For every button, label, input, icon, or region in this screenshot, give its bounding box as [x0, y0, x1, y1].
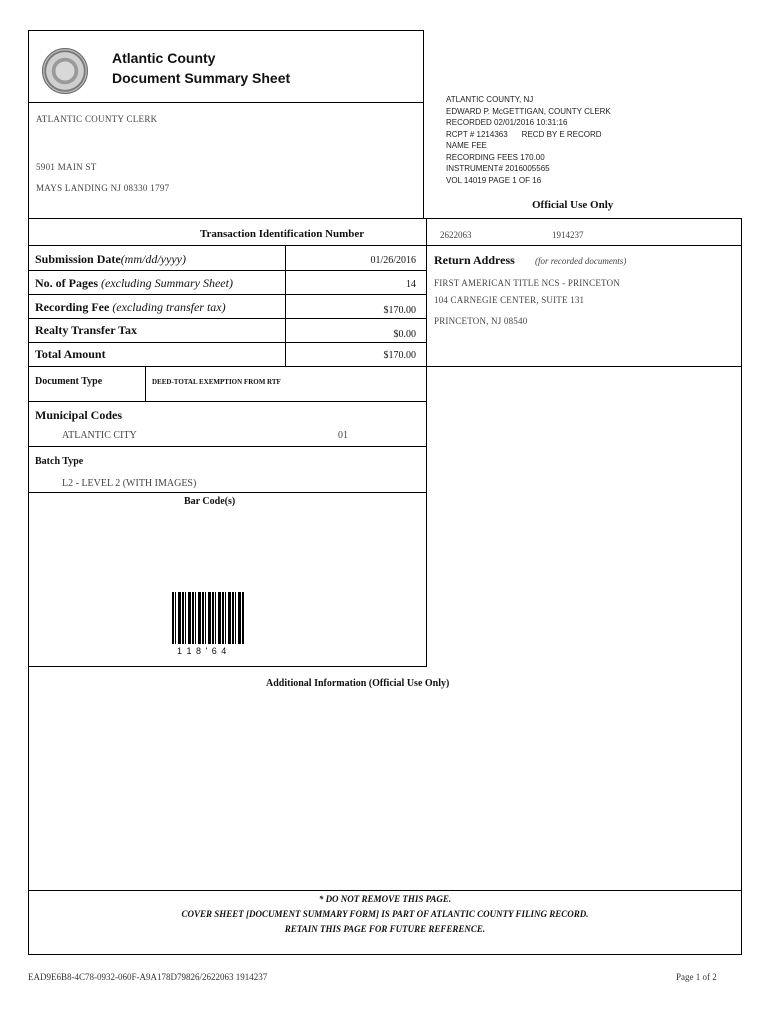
municipal-codes-label: Municipal Codes [35, 408, 123, 422]
stamp-line-7: INSTRUMENT# 2016005565 [446, 164, 550, 173]
recording-fee-value: $170.00 [383, 305, 416, 316]
row-line-1 [28, 270, 426, 271]
header-divider [28, 102, 424, 103]
barcode-image [172, 592, 244, 644]
notice-line-2: COVER SHEET [DOCUMENT SUMMARY FORM] IS PART OF ATLANTIC COUNTY FILING RECORD. [181, 909, 589, 919]
sender-street: 5901 MAIN ST [36, 162, 97, 172]
county-title: Atlantic County [112, 50, 216, 66]
document-type-label: Document Type [35, 376, 103, 387]
frame-right [741, 218, 742, 955]
sheet-title: Document Summary Sheet [112, 70, 291, 86]
recording-stamp [446, 94, 611, 186]
transaction-bottom [28, 245, 742, 246]
barcode-label: Bar Code(s) [184, 496, 236, 507]
frame-bottom [28, 954, 742, 955]
notice-line-3: RETAIN THIS PAGE FOR FUTURE REFERENCE. [284, 924, 486, 934]
frame-top [28, 30, 424, 31]
return-address-line-2: 104 CARNEGIE CENTER, SUITE 131 [434, 295, 585, 305]
batch-bottom [28, 492, 426, 493]
stamp-received-by: RECD BY E RECORD [521, 129, 602, 139]
transaction-label: Transaction Identification Number [200, 228, 365, 240]
municipal-bottom [28, 446, 426, 447]
stamp-line-8: VOL 14019 PAGE 1 OF 16 [446, 175, 542, 185]
stamp-line-3: RECORDED 02/01/2016 10:31:16 [446, 118, 568, 127]
return-address-label: Return Address [434, 253, 515, 267]
additional-info-label: Additional Information (Official Use Only) [266, 678, 450, 689]
page-number: Page 1 of 2 [676, 972, 717, 982]
county-seal-icon [42, 48, 88, 94]
sender-city: MAYS LANDING NJ 08330 1797 [36, 183, 170, 193]
sender-name: ATLANTIC COUNTY CLERK [36, 114, 158, 124]
document-type-value: DEED-TOTAL EXEMPTION FROM RTF [152, 378, 281, 386]
doctype-bottom [28, 401, 426, 402]
row-line-3 [28, 318, 426, 319]
transfer-tax-label: Realty Transfer Tax [35, 323, 138, 337]
municipal-code: 01 [338, 430, 348, 441]
barcode-digits: 1 1 8 ' 6 4 [177, 646, 228, 656]
stamp-line-4 [446, 129, 611, 141]
stamp-receipt: RCPT # 1214363 [446, 129, 508, 139]
transfer-tax-value: $0.00 [393, 329, 416, 340]
transaction-top [28, 218, 742, 219]
batch-type-value: L2 - LEVEL 2 (WITH IMAGES) [62, 478, 197, 489]
return-address-line-3: PRINCETON, NJ 08540 [434, 316, 528, 326]
header-right-edge [423, 30, 424, 218]
return-address-hint: (for recorded documents) [535, 256, 627, 266]
batch-type-label: Batch Type [35, 456, 84, 467]
transaction-id-1: 2622063 [440, 230, 472, 240]
pages-value: 14 [406, 279, 416, 290]
notice-line-1: * DO NOT REMOVE THIS PAGE. [318, 894, 452, 904]
recording-fee-label: Recording Fee (excluding transfer tax) [35, 300, 226, 314]
stamp-line-6: RECORDING FEES 170.00 [446, 152, 545, 162]
doctype-divider [145, 366, 146, 401]
municipal-name: ATLANTIC CITY [62, 430, 137, 441]
total-amount-value: $170.00 [383, 350, 416, 361]
stamp-line-2: EDWARD P. McGETTIGAN, COUNTY CLERK [446, 106, 611, 116]
transaction-id-2: 1914237 [552, 230, 584, 240]
return-address-line-1: FIRST AMERICAN TITLE NCS - PRINCETON [434, 278, 620, 288]
official-use-label: Official Use Only [532, 199, 614, 211]
stamp-line-1: ATLANTIC COUNTY, NJ [446, 95, 534, 104]
submission-date-label: Submission Date(mm/dd/yyyy) [35, 252, 186, 266]
row-line-4 [28, 342, 426, 343]
total-amount-label: Total Amount [35, 347, 106, 361]
row-line-2 [28, 294, 426, 295]
fees-bottom [28, 366, 742, 367]
mid-divider [426, 218, 427, 667]
pages-label: No. of Pages (excluding Summary Sheet) [35, 276, 233, 290]
stamp-line-5: NAME FEE [446, 141, 487, 150]
notice-top [28, 890, 742, 891]
barcode-bottom [28, 666, 427, 667]
submission-date-value: 01/26/2016 [370, 255, 416, 266]
document-id: EAD9E6B8-4C78-0932-060F-A9A178D79826/2622063 1914237 [28, 972, 268, 982]
